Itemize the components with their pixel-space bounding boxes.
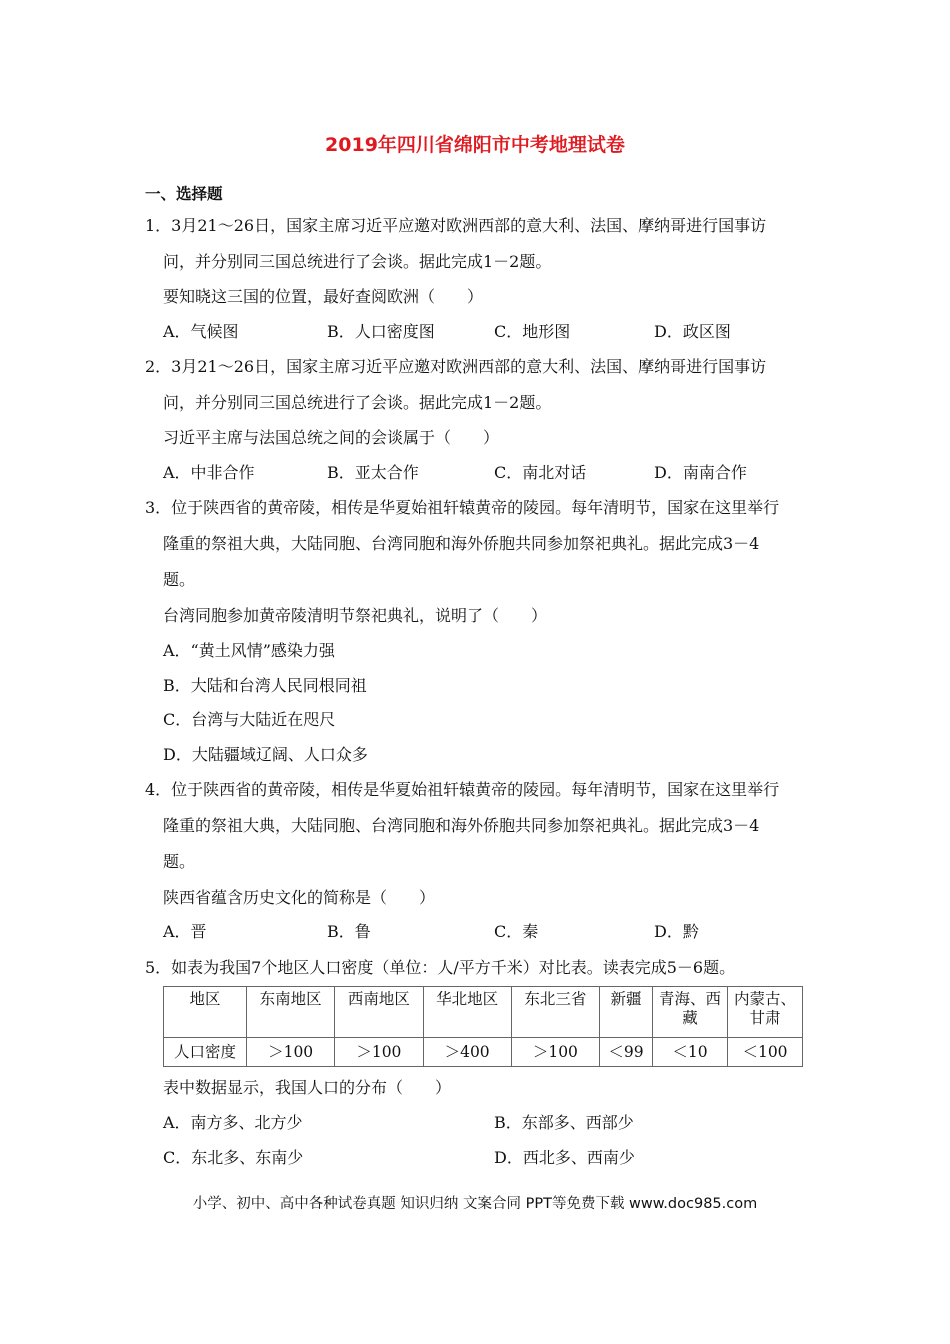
question-3-line-2: 隆重的祭祖大典，大陆同胞、台湾同胞和海外侨胞共同参加祭祀典礼。据此完成3－4 xyxy=(163,534,760,553)
table-header-cell: 新疆 xyxy=(600,987,653,1038)
footer-note: 小学、初中、高中各种试卷真题 知识归纳 文案合同 PPT等免费下载 www.doc985.com xyxy=(192,1196,758,1212)
table-cell: ＞400 xyxy=(423,1038,511,1067)
question-5-line-1: 5．如表为我国7个地区人口密度（单位：人/平方千米）对比表。读表完成5－6题。 xyxy=(145,958,736,977)
question-4-line-1: 4．位于陕西省的黄帝陵，相传是华夏始祖轩辕黄帝的陵园。每年清明节，国家在这里举行 xyxy=(145,780,780,799)
table-header-cell: 西南地区 xyxy=(335,987,423,1038)
question-4-option-b: B．鲁 xyxy=(327,922,371,941)
table-header-cell: 地区 xyxy=(164,987,247,1038)
question-2-option-b: B．亚太合作 xyxy=(327,463,419,482)
table-cell: ＞100 xyxy=(511,1038,599,1067)
question-4-option-a: A．晋 xyxy=(163,922,207,941)
question-1-option-d: D．政区图 xyxy=(654,322,731,341)
table-header-cell: 华北地区 xyxy=(423,987,511,1038)
question-4-option-c: C．秦 xyxy=(494,922,539,941)
question-2-line-1: 2．3月21～26日，国家主席习近平应邀对欧洲西部的意大利、法国、摩纳哥进行国事访 xyxy=(145,357,767,376)
question-2-option-a: A．中非合作 xyxy=(163,463,255,482)
question-5-option-b: B．东部多、西部少 xyxy=(494,1113,634,1132)
question-1-option-b: B．人口密度图 xyxy=(327,322,435,341)
question-3-line-1: 3．位于陕西省的黄帝陵，相传是华夏始祖轩辕黄帝的陵园。每年清明节，国家在这里举行 xyxy=(145,498,780,517)
table-cell: ＜99 xyxy=(600,1038,653,1067)
question-4-line-2: 隆重的祭祖大典，大陆同胞、台湾同胞和海外侨胞共同参加祭祀典礼。据此完成3－4 xyxy=(163,816,760,835)
question-1-line-2: 问，并分别同三国总统进行了会谈。据此完成1－2题。 xyxy=(163,252,552,271)
question-1-option-c: C．地形图 xyxy=(494,322,571,341)
table-cell: ＜10 xyxy=(653,1038,728,1067)
question-5-option-c: C．东北多、东南少 xyxy=(163,1148,304,1167)
table-header-row xyxy=(164,987,803,1038)
question-1-line-1: 1．3月21～26日，国家主席习近平应邀对欧洲西部的意大利、法国、摩纳哥进行国事访 xyxy=(145,216,767,235)
question-2-stem: 习近平主席与法国总统之间的会谈属于（ ） xyxy=(163,428,500,447)
section-heading: 一、选择题 xyxy=(145,185,223,203)
table-row xyxy=(164,1038,803,1067)
table-cell: ＞100 xyxy=(335,1038,423,1067)
question-4-stem: 陕西省蕴含历史文化的简称是（ ） xyxy=(163,888,436,907)
question-2-option-d: D．南南合作 xyxy=(654,463,747,482)
question-3-option-b: B．大陆和台湾人民同根同祖 xyxy=(163,676,367,695)
page-title: 2019年四川省绵阳市中考地理试卷 xyxy=(325,134,625,156)
question-3-option-a: A．“黄土风情”感染力强 xyxy=(163,641,335,660)
question-4-option-d: D．黔 xyxy=(654,922,699,941)
question-1-stem: 要知晓这三国的位置，最好查阅欧洲（ ） xyxy=(163,287,484,306)
question-5-stem: 表中数据显示，我国人口的分布（ ） xyxy=(163,1078,452,1097)
table-header-cell: 内蒙古、甘肃 xyxy=(728,987,803,1038)
question-5-option-d: D．西北多、西南少 xyxy=(494,1148,635,1167)
question-2-line-2: 问，并分别同三国总统进行了会谈。据此完成1－2题。 xyxy=(163,393,552,412)
table-cell: ＜100 xyxy=(728,1038,803,1067)
table-header-cell: 青海、西藏 xyxy=(653,987,728,1038)
population-density-table xyxy=(163,986,803,1067)
table-header-cell: 东北三省 xyxy=(511,987,599,1038)
question-4-line-3: 题。 xyxy=(163,852,196,871)
question-3-option-c: C．台湾与大陆近在咫尺 xyxy=(163,710,336,729)
question-1-option-a: A．气候图 xyxy=(163,322,239,341)
table-row-label: 人口密度 xyxy=(164,1038,247,1067)
question-5-option-a: A．南方多、北方少 xyxy=(163,1113,303,1132)
question-3-stem: 台湾同胞参加黄帝陵清明节祭祀典礼，说明了（ ） xyxy=(163,606,548,625)
question-3-option-d: D．大陆疆域辽阔、人口众多 xyxy=(163,745,368,764)
table-cell: ＞100 xyxy=(247,1038,335,1067)
table-header-cell: 东南地区 xyxy=(247,987,335,1038)
question-2-option-c: C．南北对话 xyxy=(494,463,587,482)
question-3-line-3: 题。 xyxy=(163,570,196,589)
